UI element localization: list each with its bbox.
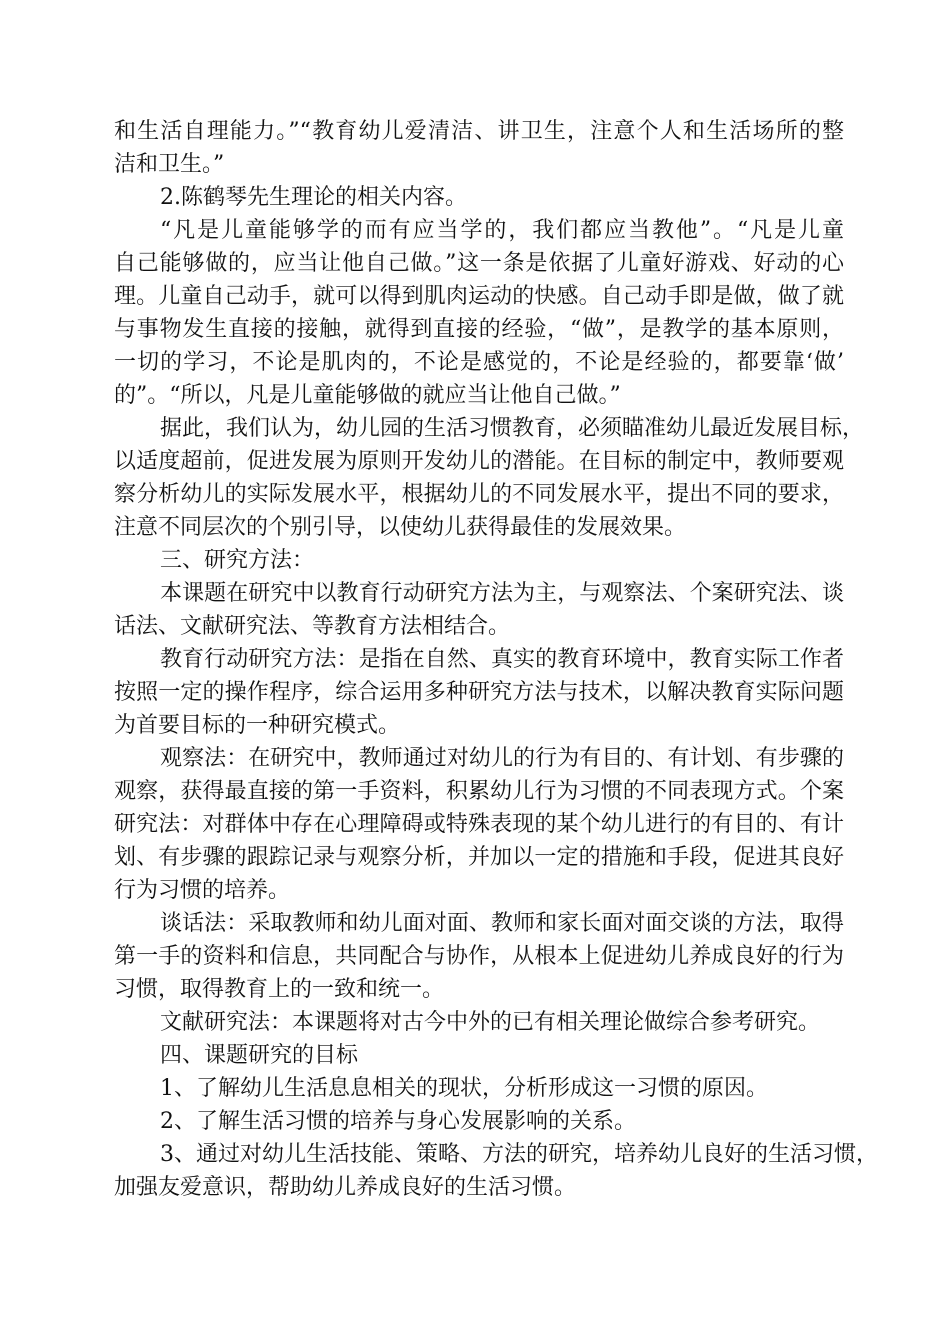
text-line: 习惯，取得教育上的一致和统一。: [114, 977, 445, 1002]
text-line: 文献研究法：本课题将对古今中外的已有相关理论做综合参考研究。: [160, 1010, 821, 1035]
text-line: 话法、文献研究法、等教育方法相结合。: [114, 614, 511, 639]
document-page: [114, 115, 878, 1204]
text-line: 一切的学习，不论是肌肉的，不论是感觉的，不论是经验的，都要靠‘做’: [114, 350, 844, 375]
text-line: 谈话法：采取教师和幼儿面对面、教师和家长面对面交谈的方法，取得: [160, 911, 844, 936]
list-item: 1、了解幼儿生活息息相关的现状，分析形成这一习惯的原因。: [160, 1076, 768, 1101]
section-heading: 三、研究方法：: [160, 548, 315, 573]
text-line: 注意不同层次的个别引导，以使幼儿获得最佳的发展效果。: [114, 515, 687, 540]
text-line: 按照一定的操作程序，综合运用多种研究方法与技术，以解决教育实际问题: [114, 680, 844, 705]
section-heading: 四、课题研究的目标: [160, 1043, 359, 1068]
list-item: 2、了解生活习惯的培养与身心发展影响的关系。: [160, 1109, 636, 1134]
text-line: 的”。“所以，凡是儿童能够做的就应当让他自己做。”: [114, 383, 621, 408]
text-line: 划、有步骤的跟踪记录与观察分析，并加以一定的措施和手段，促进其良好: [114, 845, 844, 870]
text-line: 本课题在研究中以教育行动研究方法为主，与观察法、个案研究法、谈: [160, 581, 844, 606]
text-line: 洁和卫生。”: [114, 152, 225, 177]
text-line: 观察法：在研究中，教师通过对幼儿的行为有目的、有计划、有步骤的: [160, 746, 844, 771]
text-line: 察分析幼儿的实际发展水平，根据幼儿的不同发展水平，提出不同的要求，: [114, 482, 844, 507]
text-line: 理。儿童自己动手，就可以得到肌肉运动的快感。自己动手即是做，做了就: [114, 284, 844, 309]
text-line: “凡是儿童能够学的而有应当学的，我们都应当教他”。“凡是儿童: [160, 218, 844, 243]
text-line: 观察，获得最直接的第一手资料，积累幼儿行为习惯的不同表现方式。个案: [114, 779, 844, 804]
text-line: 自己能够做的，应当让他自己做。”这一条是依据了儿童好游戏、好动的心: [114, 251, 844, 276]
text-line: 行为习惯的培养。: [114, 878, 291, 903]
text-line: 2.陈鹤琴先生理论的相关内容。: [160, 185, 467, 210]
list-item: 3、通过对幼儿生活技能、策略、方法的研究，培养幼儿良好的生活习惯，: [160, 1142, 878, 1167]
text-line: 第一手的资料和信息，共同配合与协作，从根本上促进幼儿养成良好的行为: [114, 944, 844, 969]
text-line: 据此，我们认为，幼儿园的生活习惯教育，必须瞄准幼儿最近发展目标，: [160, 416, 865, 441]
text-line: 研究法：对群体中存在心理障碍或特殊表现的某个幼儿进行的有目的、有计: [114, 812, 844, 837]
text-line: 为首要目标的一种研究模式。: [114, 713, 401, 738]
text-line: 加强友爱意识，帮助幼儿养成良好的生活习惯。: [114, 1175, 577, 1200]
text-line: 教育行动研究方法：是指在自然、真实的教育环境中，教育实际工作者: [160, 647, 844, 672]
text-line: 以适度超前，促进发展为原则开发幼儿的潜能。在目标的制定中，教师要观: [114, 449, 844, 474]
text-line: 和生活自理能力。”“教育幼儿爱清洁、讲卫生，注意个人和生活场所的整: [114, 119, 844, 144]
text-line: 与事物发生直接的接触，就得到直接的经验，“做”，是教学的基本原则，: [114, 317, 844, 342]
